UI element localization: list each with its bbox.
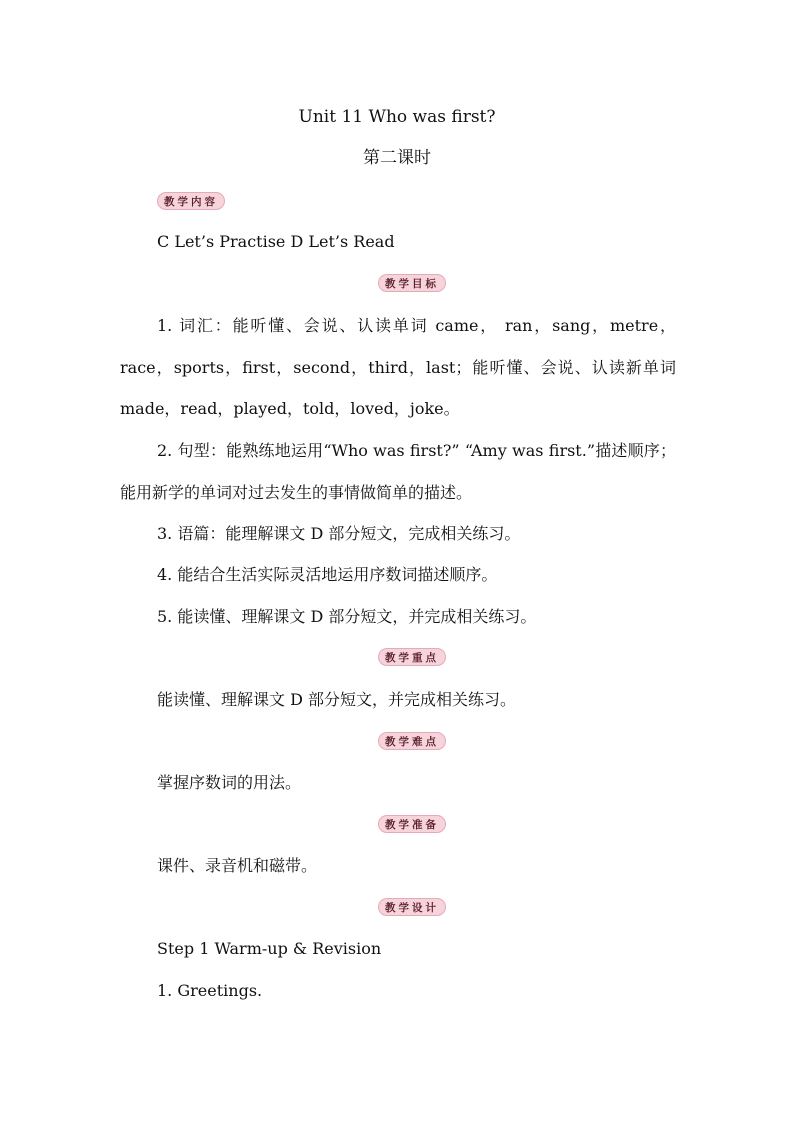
objective-2-sentence-patterns: 2. 句型：能熟练地运用“Who was first?” “Amy was first.”描述顺序；能用新学的单词对过去发生的事情做简单的描述。: [120, 441, 676, 502]
teaching-design-badge: 教学设计: [378, 898, 446, 916]
teaching-content-text: C Let’s Practise D Let’s Read: [157, 232, 395, 251]
preparation-text: 课件、录音机和磁带。: [157, 856, 318, 875]
objective-1-vocabulary: 1. 词汇：能听懂、会说、认读单词 came， ran，sang，metre，race，sports，first，second，third，last；能听懂、会说、认读新单词 made，read，played，told，loved，joke。: [120, 316, 676, 418]
key-points-badge: 教学重点: [378, 648, 446, 666]
step-1-item-1: 1. Greetings.: [157, 981, 263, 1000]
objective-3-text: 3. 语篇：能理解课文 D 部分短文，完成相关练习。: [157, 524, 521, 543]
teaching-content-badge: 教学内容: [157, 192, 225, 210]
lesson-period-subtitle: 第二课时: [363, 148, 431, 168]
difficulties-badge: 教学难点: [378, 732, 446, 750]
key-points-text: 能读懂、理解课文 D 部分短文，并完成相关练习。: [157, 690, 517, 709]
objective-5-reading: 5. 能读懂、理解课文 D 部分短文，并完成相关练习。: [157, 607, 537, 626]
step-1-heading: Step 1 Warm-up & Revision: [157, 939, 382, 958]
objective-4-ordinals: 4. 能结合生活实际灵活地运用序数词描述顺序。: [157, 565, 498, 584]
teaching-objectives-badge: 教学目标: [378, 274, 446, 292]
difficulties-text: 掌握序数词的用法。: [157, 773, 302, 792]
preparation-badge: 教学准备: [378, 815, 446, 833]
document-title: Unit 11 Who was first?: [298, 107, 496, 127]
